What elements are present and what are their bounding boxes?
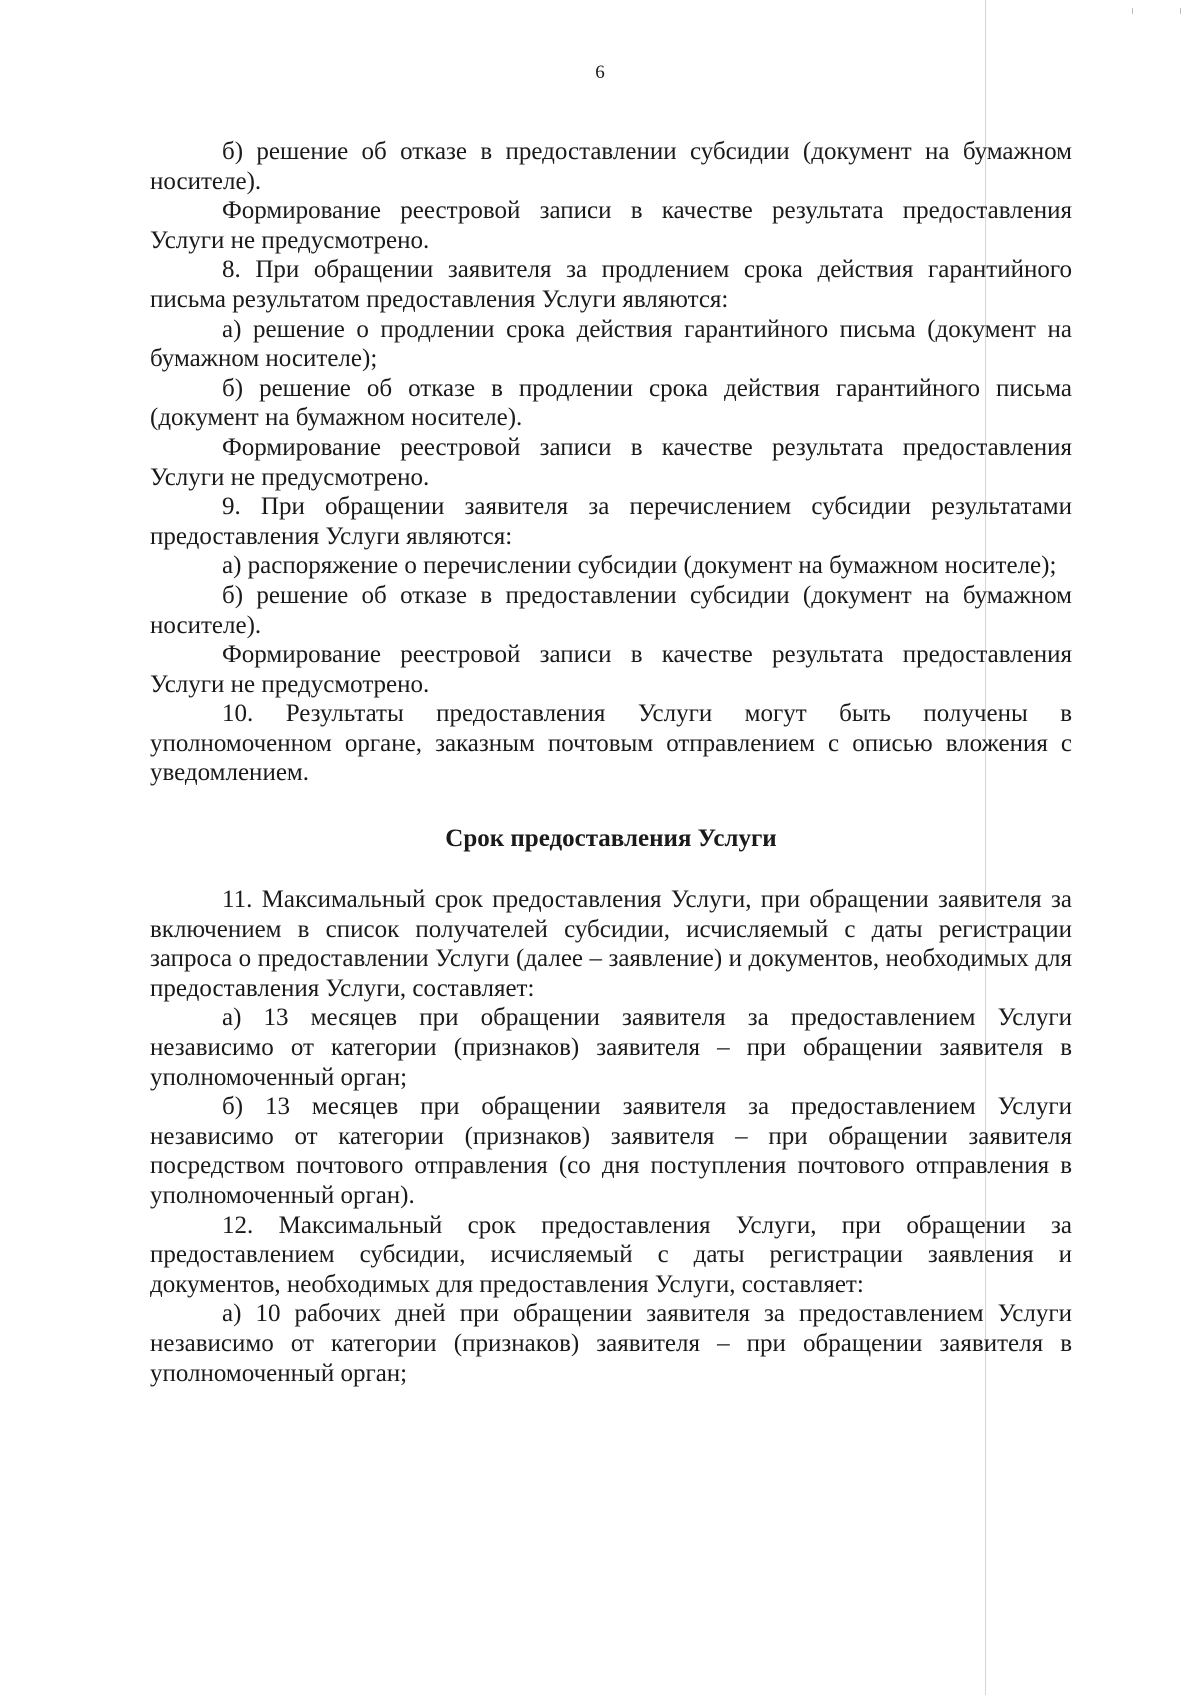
paragraph: 9. При обращении заявителя за перечислением субсидии результатами предоставления Услуги являются: (150, 493, 1072, 550)
page-number: 6 (595, 62, 605, 83)
paragraph: Формирование реестровой записи в качестве результата предоставления Услуги не предусмотрено. (150, 433, 1072, 491)
paragraph: а) распоряжение о перечислении субсидии (документ на бумажном носителе); (222, 552, 1057, 580)
paragraph: 12. Максимальный срок предоставления Услуги, при обращении за предоставлением субсидии, исчисляемый с даты регистрации заявления и документов, необходимых для предоставления Услуги, составляет: (150, 1211, 1072, 1298)
paragraph: а) решение о продлении срока действия гарантийного письма (документ на бумажном носителе); (150, 315, 1072, 373)
paragraph: а) 13 месяцев при обращении заявителя за предоставлением Услуги независимо от категории (признаков) заявителя – при обращении заявителя в уполномоченный орган; (150, 1004, 1072, 1091)
paragraph: 11. Максимальный срок предоставления Услуги, при обращении заявителя за включением в список получателей субсидии, исчисляемый с даты регистрации запроса о предоставлении Услуги (далее – заявление) и документов, необходимых для предоставления Услуги, составляет: (150, 886, 1072, 1002)
paragraph: 10. Результаты предоставления Услуги могут быть получены в уполномоченном органе, заказным почтовым отправлением с описью вложения с уведомлением. (150, 700, 1072, 787)
paragraph: б) решение об отказе в предоставлении субсидии (документ на бумажном носителе). (150, 138, 1072, 195)
paragraph: Формирование реестровой записи в качестве результата предоставления Услуги не предусмотрено. (150, 641, 1072, 698)
scan-artifact-mark (1180, 8, 1181, 14)
paragraph: 8. При обращении заявителя за продлением срока действия гарантийного письма результатом предоставления Услуги являются: (150, 256, 1072, 313)
paragraph: б) решение об отказе в предоставлении субсидии (документ на бумажном носителе). (150, 581, 1072, 639)
scan-artifact-mark (1132, 8, 1133, 14)
paragraph: б) 13 месяцев при обращении заявителя за предоставлением Услуги независимо от категории (признаков) заявителя – при обращении заявителя посредством почтового отправления (со дня поступления почтового отправления в уполномоченный орган). (150, 1093, 1072, 1209)
paragraph: Формирование реестровой записи в качестве результата предоставления Услуги не предусмотрено. (150, 197, 1072, 254)
paragraph: б) решение об отказе в продлении срока действия гарантийного письма (документ на бумажном носителе). (150, 374, 1072, 432)
document-body (150, 137, 1072, 1388)
paragraph: а) 10 рабочих дней при обращении заявителя за предоставлением Услуги независимо от категории (признаков) заявителя – при обращении заявителя в уполномоченный орган; (150, 1300, 1072, 1387)
section-heading: Срок предоставления Услуги (445, 825, 777, 853)
